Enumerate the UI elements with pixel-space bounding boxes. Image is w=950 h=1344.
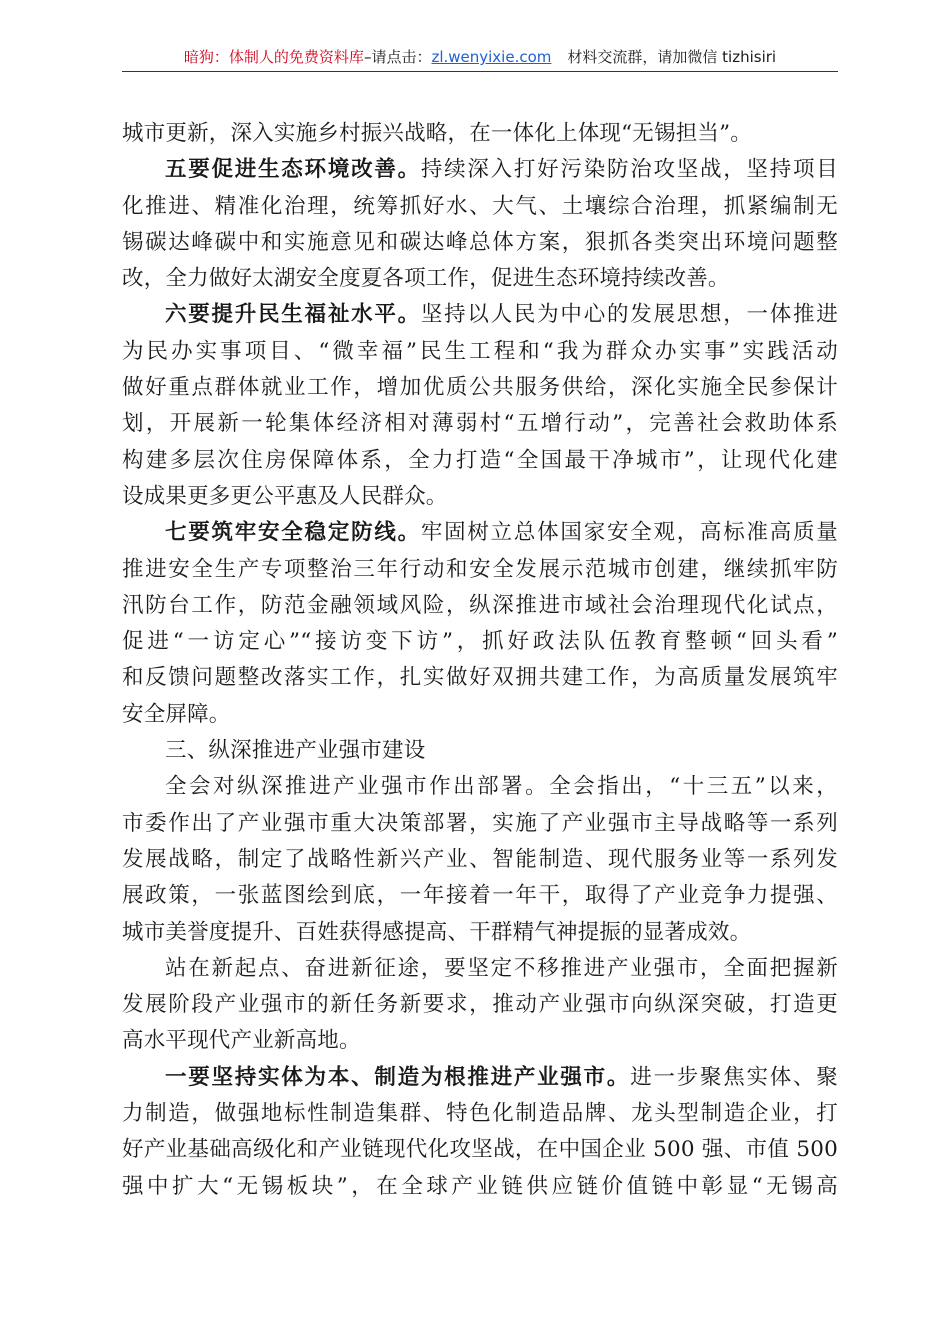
text-line: 市委作出了产业强市重大决策部署，实施了产业强市主导战略等一系列 xyxy=(122,810,838,836)
text-line: 构建多层次住房保障体系，全力打造“全国最干净城市”，让现代化建 xyxy=(122,447,838,473)
paragraph-continuation xyxy=(122,116,838,152)
text-line: 安全屏障。 xyxy=(122,701,231,727)
header-contact: 材料交流群，请加微信 tizhisiri xyxy=(567,48,777,66)
page-header xyxy=(122,46,838,68)
text-line: 汛防台工作，防范金融领域风险，纵深推进市域社会治理现代化试点， xyxy=(122,592,838,618)
text-run: 进一步聚焦实体、聚 xyxy=(630,1064,838,1090)
text-line: 为民办实事项目、“微幸福”民生工程和“我为群众办实事”实践活动 xyxy=(122,338,838,364)
text-line: 改，全力做好太湖安全度夏各项工作，促进生态环境持续改善。 xyxy=(122,266,730,292)
section-heading: 三、纵深推进产业强市建设 xyxy=(165,738,426,764)
paragraph-security xyxy=(122,515,838,733)
text-line: 高水平现代产业新高地。 xyxy=(122,1028,361,1054)
paragraph-livelihood xyxy=(122,297,838,515)
paragraph-manufacturing xyxy=(122,1060,838,1205)
text-line: 化推进、精准化治理，统筹抓好水、大气、土壤综合治理，抓紧编制无 xyxy=(122,193,838,219)
text-line xyxy=(122,1060,838,1096)
text-run: 坚持以人民为中心的发展思想，一体推进 xyxy=(420,302,838,328)
text-line: 和反馈问题整改落实工作，扎实做好双拥共建工作，为高质量发展筑牢 xyxy=(122,665,838,691)
text-line: 城市更新，深入实施乡村振兴战略，在一体化上体现“无锡担当”。 xyxy=(122,121,752,146)
text-line: 发展阶段产业强市的新任务新要求，推动产业强市向纵深突破，打造更 xyxy=(122,992,838,1018)
header-brand: 暗狗：体制人的免费资料库 xyxy=(183,48,364,66)
header-link[interactable]: zl.wenyixie.com xyxy=(431,48,552,66)
text-line: 发展战略，制定了战略性新兴产业、智能制造、现代服务业等一系列发 xyxy=(122,846,838,872)
text-line: 锡碳达峰碳中和实施意见和碳达峰总体方案，狠抓各类突出环境问题整 xyxy=(122,229,838,255)
text-line xyxy=(122,297,838,333)
paragraph-heading: 六要提升民生福祉水平。 xyxy=(165,302,421,328)
text-line: 强中扩大“无锡板块”，在全球产业链供应链价值链中彰显“无锡高 xyxy=(122,1173,838,1199)
text-line: 划，开展新一轮集体经济相对薄弱村“五增行动”，完善社会救助体系 xyxy=(122,411,838,437)
paragraph-heading: 一要坚持实体为本、制造为根推进产业强市。 xyxy=(165,1064,631,1090)
paragraph-plenary xyxy=(122,769,838,950)
paragraph-heading: 七要筑牢安全稳定防线。 xyxy=(165,520,421,546)
text-line: 全会对纵深推进产业强市作出部署。全会指出，“十三五”以来， xyxy=(165,774,838,800)
header-prompt: –请点击： xyxy=(363,48,432,66)
text-line: 促进“一访定心”“接访变下访”，抓好政法队伍教育整顿“回头看” xyxy=(122,629,838,655)
paragraph-heading: 五要促进生态环境改善。 xyxy=(165,157,421,183)
section-title xyxy=(122,733,838,769)
document-body xyxy=(122,116,838,1205)
text-line: 城市美誉度提升、百姓获得感提高、干群精气神提振的显著成效。 xyxy=(122,919,752,945)
text-line: 做好重点群体就业工作，增加优质公共服务供给，深化实施全民参保计 xyxy=(122,375,838,401)
header-divider xyxy=(122,71,838,72)
text-line xyxy=(122,515,838,551)
text-line: 设成果更多更公平惠及人民群众。 xyxy=(122,483,448,509)
text-line: 推进安全生产专项整治三年行动和安全发展示范城市创建，继续抓牢防 xyxy=(122,556,838,582)
paragraph-new-start xyxy=(122,951,838,1060)
paragraph-ecology xyxy=(122,152,838,297)
text-run: 牢固树立总体国家安全观，高标准高质量 xyxy=(420,520,838,546)
text-line: 好产业基础高级化和产业链现代化攻坚战，在中国企业 500 强、市值 500 xyxy=(122,1137,838,1163)
text-line: 站在新起点、奋进新征途，要坚定不移推进产业强市，全面把握新 xyxy=(165,955,838,981)
text-line xyxy=(122,152,838,188)
text-line: 展政策，一张蓝图绘到底，一年接着一年干，取得了产业竞争力提强、 xyxy=(122,883,838,909)
text-line: 力制造，做强地标性制造集群、特色化制造品牌、龙头型制造企业，打 xyxy=(122,1101,838,1127)
text-run: 持续深入打好污染防治攻坚战，坚持项目 xyxy=(420,157,838,183)
